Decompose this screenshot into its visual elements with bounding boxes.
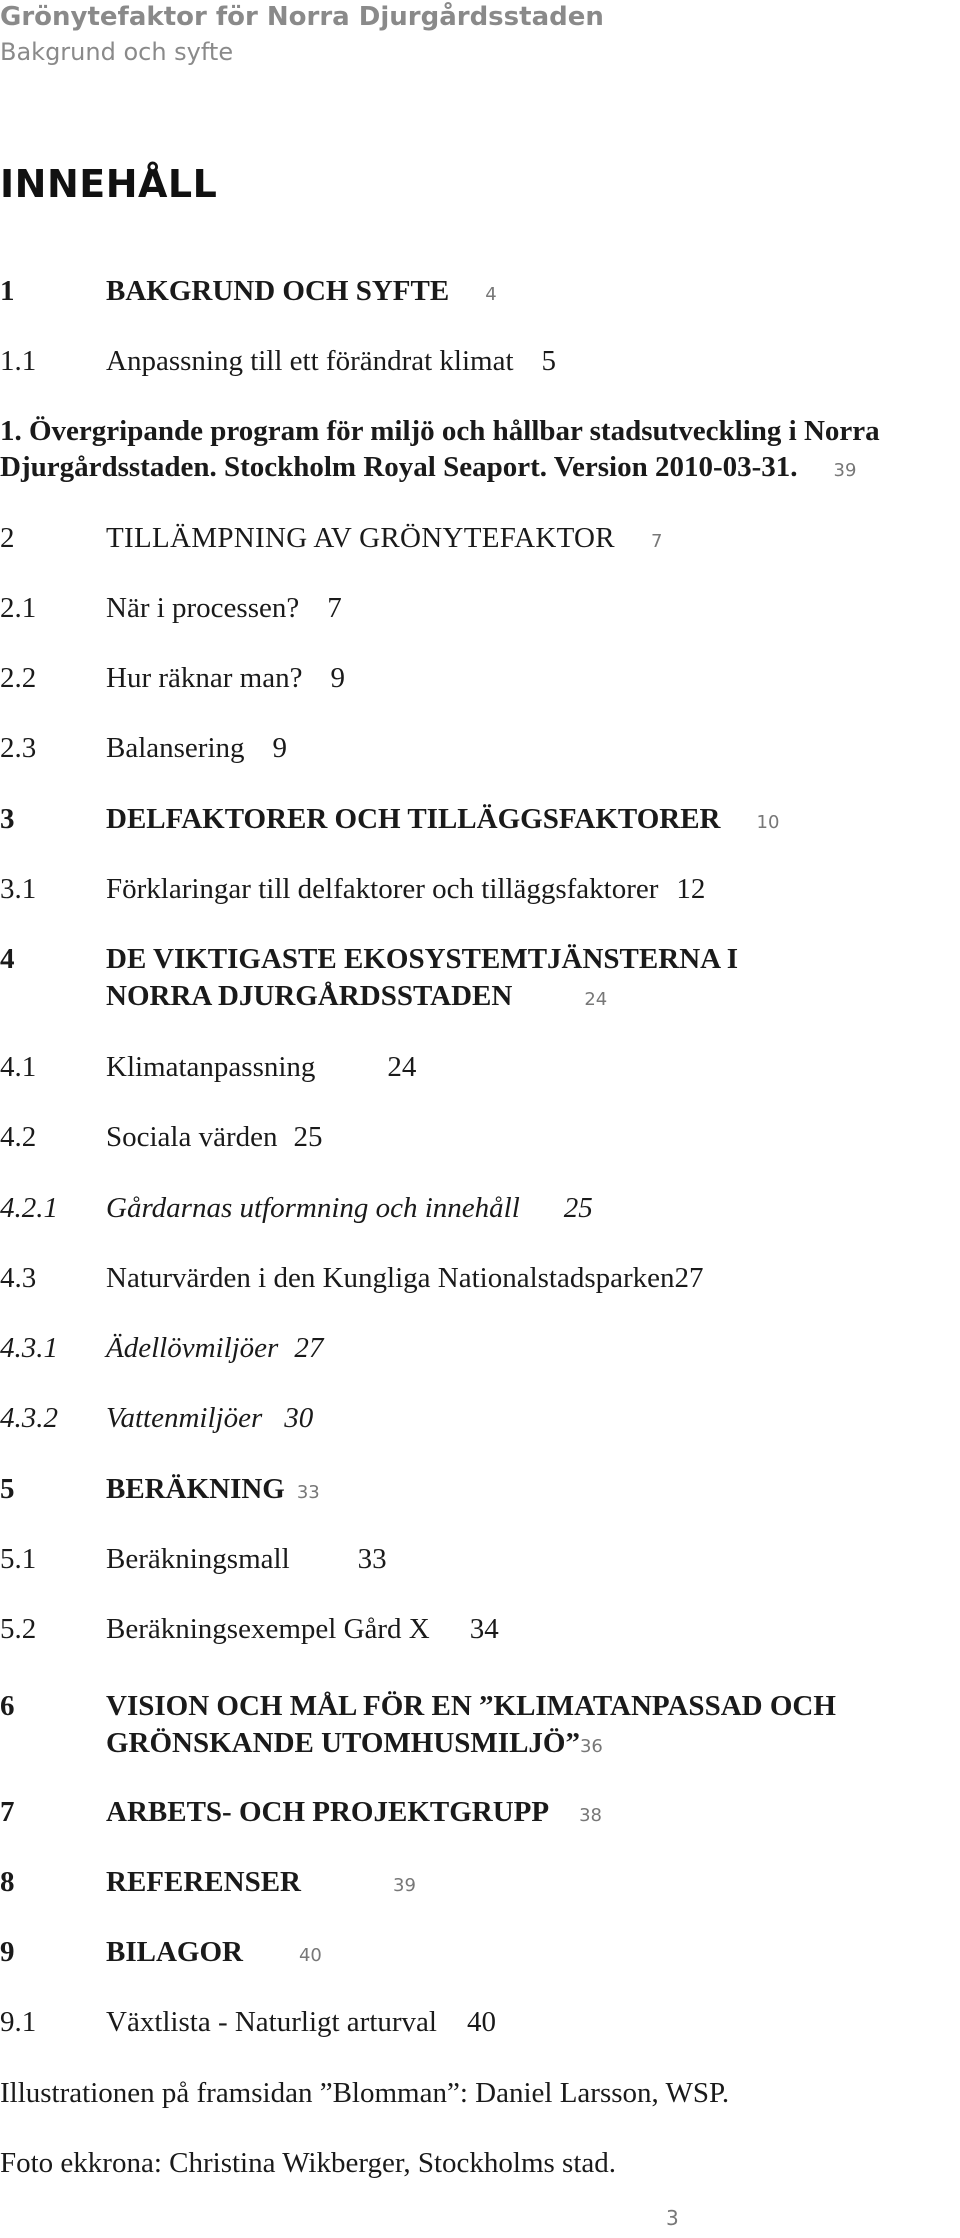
toc-entry-page: 33 [296,1482,320,1503]
toc-entry-program-line1[interactable]: 1. Övergripande program för miljö och hållbar stadsutveckling i Norra [0,415,880,447]
toc-entry-page: 40 [298,1945,322,1966]
toc-entry-title: VISION OCH MÅL FÖR EN ”KLIMATANPASSAD OCH [106,1690,836,1722]
toc-entry-title: REFERENSER 39 [106,1866,416,1898]
toc-entry-title: Beräkningsexempel Gård X 34 [106,1613,499,1645]
toc-entry-title: BERÄKNING 33 [106,1473,320,1505]
toc-entry-number: 2.2 [0,662,37,694]
toc-entry-page: 24 [387,1051,417,1083]
toc-entry-title: Ädellövmiljöer 27 [106,1332,324,1364]
toc-entry-title: Vattenmiljöer 30 [106,1402,314,1434]
toc-entry-title: Sociala värden 25 [106,1121,323,1153]
toc-entry-number: 2.1 [0,592,37,624]
toc-entry-title: TILLÄMPNING AV GRÖNYTEFAKTOR 7 [106,522,663,554]
toc-entry-page: 40 [466,2006,496,2038]
toc-entry-number: 4.3.1 [0,1332,58,1364]
toc-entry-page: 7 [327,592,342,624]
toc-entry-title: Beräkningsmall 33 [106,1543,387,1575]
toc-entry-number: 4 [0,943,15,975]
toc-entry-page: 4 [485,284,497,305]
toc-entry-number: 4.2.1 [0,1192,58,1224]
page-number: 3 [666,2206,679,2230]
toc-entry-number: 2 [0,522,15,554]
toc-entry-number: 5.1 [0,1543,37,1575]
toc-entry-page: 27 [674,1262,704,1294]
toc-entry-number: 6 [0,1690,15,1722]
toc-entry-title: Förklaringar till delfaktorer och tilläggsfaktorer 12 [106,873,706,905]
credit-photo: Foto ekkrona: Christina Wikberger, Stockholms stad. [0,2147,617,2179]
toc-entry-page: 12 [676,873,706,905]
toc-entry-title: Hur räknar man? 9 [106,662,345,694]
toc-entry-number: 9.1 [0,2006,37,2038]
toc-entry-page: 27 [294,1332,324,1364]
toc-entry-page: 30 [284,1402,314,1434]
toc-entry-title: ARBETS- OCH PROJEKTGRUPP 38 [106,1796,602,1828]
toc-entry-number: 4.3.2 [0,1402,58,1434]
toc-entry-page: 25 [293,1121,323,1153]
toc-entry-title-line2: GRÖNSKANDE UTOMHUSMILJÖ”36 [106,1727,603,1759]
toc-heading: INNEHÅLL [0,162,218,206]
toc-entry-title: Klimatanpassning 24 [106,1051,417,1083]
toc-entry-title: DELFAKTORER OCH TILLÄGGSFAKTORER 10 [106,803,780,835]
toc-entry-page: 9 [330,662,345,694]
toc-entry-number: 2.3 [0,732,37,764]
toc-entry-page: 9 [272,732,288,764]
toc-entry-page: 39 [833,460,857,481]
toc-entry-number: 5 [0,1473,15,1505]
toc-entry-page: 25 [563,1192,593,1224]
toc-entry-title: DE VIKTIGASTE EKOSYSTEMTJÄNSTERNA I [106,943,739,975]
toc-entry-number: 1 [0,275,15,307]
toc-entry-number: 7 [0,1796,15,1828]
toc-entry-title: Gårdarnas utformning och innehåll 25 [106,1192,593,1224]
toc-entry-title-line2: NORRA DJURGÅRDSSTADEN 24 [106,980,608,1012]
toc-entry-title: BAKGRUND OCH SYFTE 4 [106,275,497,307]
running-header-subtitle: Bakgrund och syfte [0,38,234,66]
toc-entry-page: 5 [541,345,557,377]
toc-entry-page: 38 [579,1805,602,1826]
toc-entry-number: 1.1 [0,345,37,377]
credit-illustration: Illustrationen på framsidan ”Blomman”: Daniel Larsson, WSP. [0,2077,730,2109]
toc-entry-number: 4.3 [0,1262,37,1294]
toc-entry-page: 7 [650,531,663,552]
toc-entry-number: 5.2 [0,1613,37,1645]
toc-entry-page: 36 [579,1736,603,1757]
toc-entry-number: 3.1 [0,873,37,905]
toc-entry-title: Växtlista - Naturligt arturval 40 [106,2006,496,2038]
toc-entry-page: 24 [584,989,608,1010]
toc-entry-number: 9 [0,1936,15,1968]
toc-entry-title: BILAGOR 40 [106,1936,322,1968]
toc-entry-number: 4.2 [0,1121,37,1153]
toc-entry-number: 3 [0,803,15,835]
toc-entry-program-line2[interactable]: Djurgårdsstaden. Stockholm Royal Seaport. Version 2010-03-31. 39 [0,451,857,483]
toc-entry-number: 4.1 [0,1051,37,1083]
running-header-title: Grönytefaktor för Norra Djurgårdsstaden [0,2,604,32]
toc-entry-title: Balansering 9 [106,732,288,764]
toc-entry-title: Anpassning till ett förändrat klimat 5 [106,345,557,377]
toc-entry-page: 39 [393,1875,416,1896]
toc-entry-title: Naturvärden i den Kungliga Nationalstadsparken27 [106,1262,704,1294]
toc-entry-page: 10 [756,812,780,833]
toc-entry-number: 8 [0,1866,15,1898]
toc-entry-title: När i processen? 7 [106,592,342,624]
toc-entry-page: 33 [357,1543,387,1575]
toc-entry-page: 34 [469,1613,499,1645]
